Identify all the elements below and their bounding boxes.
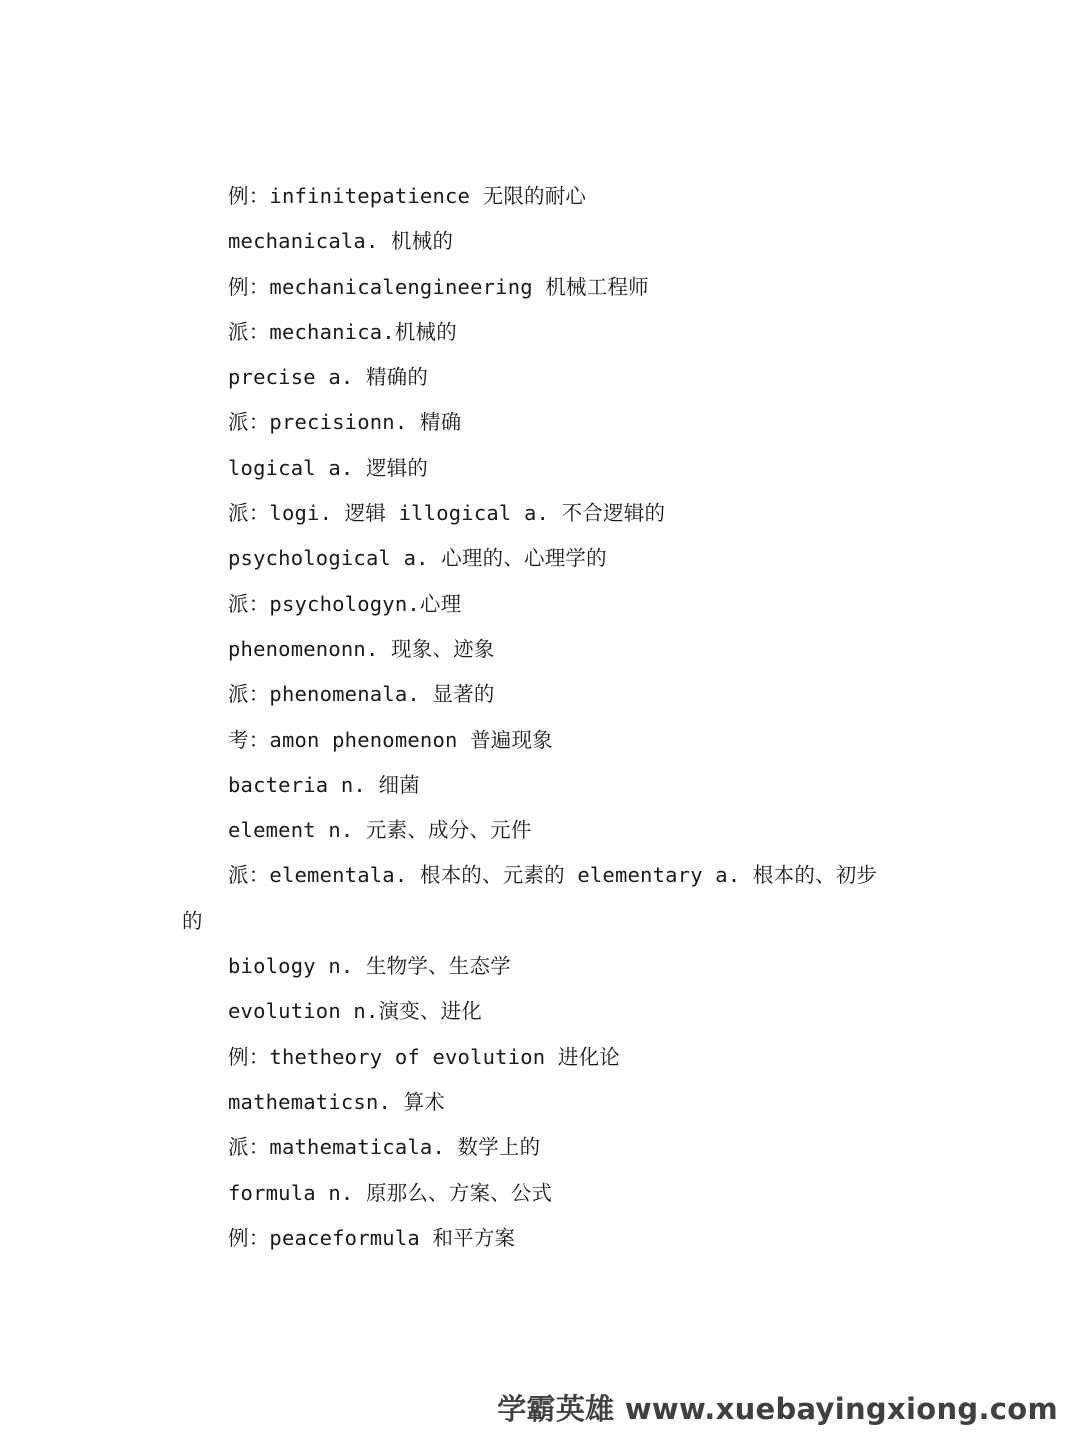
document-body <box>182 174 902 1261</box>
text-line: mathematicsn. 算术 <box>228 1089 445 1114</box>
text-line: 派：mathematicala. 数学上的 <box>228 1135 541 1160</box>
text-line: 派：mechanica.机械的 <box>228 319 457 344</box>
text-line: precise a. 精确的 <box>228 365 429 390</box>
text-line: 例：infinitepatience 无限的耐心 <box>228 184 587 208</box>
text-line: mechanicala. 机械的 <box>228 229 454 254</box>
text-line: phenomenonn. 现象、迹象 <box>228 636 495 661</box>
site-watermark: 学霸英雄 www.xuebayingxiong.com <box>497 1392 1058 1426</box>
text-line: 例：peaceformula 和平方案 <box>228 1225 516 1250</box>
text-line: element n. 元素、成分、元件 <box>228 818 532 843</box>
text-line: 例：thetheory of evolution 进化论 <box>228 1044 620 1069</box>
text-line: 派：precisionn. 精确 <box>228 410 462 435</box>
text-line: 例：mechanicalengineering 机械工程师 <box>228 274 649 299</box>
text-line: 派：psychologyn.心理 <box>228 591 462 616</box>
text-line-wrapped: 派：elementala. 根本的、元素的 elementary a. 根本的、初步的 <box>182 863 878 933</box>
text-line: logical a. 逻辑的 <box>228 455 429 480</box>
text-line: evolution n.演变、进化 <box>228 999 483 1024</box>
text-line: psychological a. 心理的、心理学的 <box>228 546 607 571</box>
text-line: bacteria n. 细菌 <box>228 772 420 797</box>
text-line: biology n. 生物学、生态学 <box>228 954 511 979</box>
text-line: 考：amon phenomenon 普遍现象 <box>228 727 553 752</box>
text-line: 派：logi. 逻辑 illogical a. 不合逻辑的 <box>228 501 666 526</box>
text-line: 派：phenomenala. 显著的 <box>228 682 495 707</box>
text-line: formula n. 原那么、方案、公式 <box>228 1180 553 1205</box>
